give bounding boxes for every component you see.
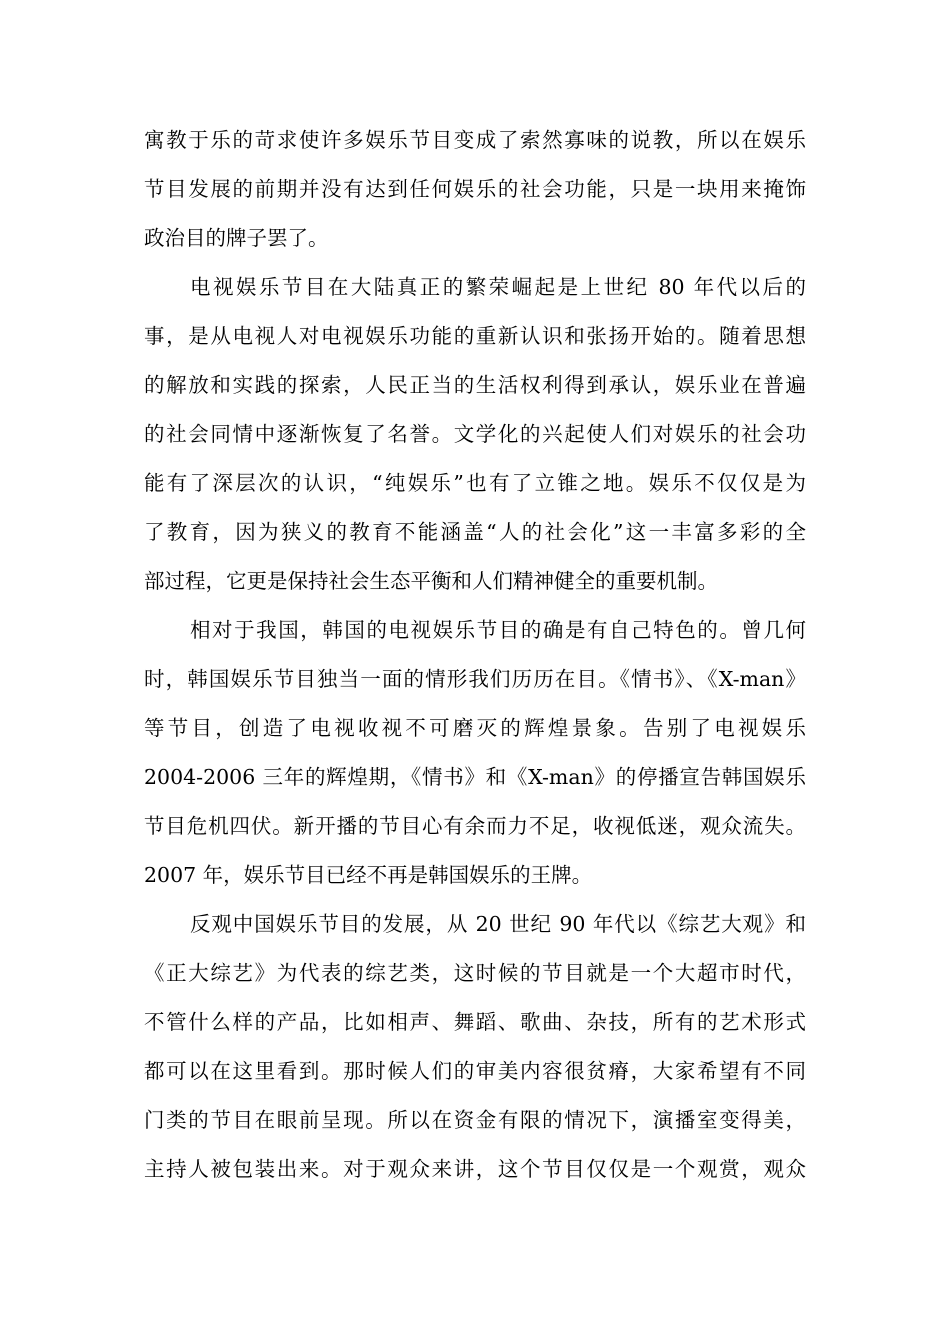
paragraph-4-line-1: 反观中国娱乐节目的发展，从 20 世纪 90 年代以《综艺大观》和 [190,912,806,936]
paragraph-2-line-1: 电视娱乐节目在大陆真正的繁荣崛起是上世纪 80 年代以后的 [190,275,806,299]
paragraph-4-line-3: 不管什么样的产品，比如相声、舞蹈、歌曲、杂技，所有的艺术形式 [144,1010,806,1034]
paragraph-2-line-2: 事，是从电视人对电视娱乐功能的重新认识和张扬开始的。随着思想 [144,324,806,348]
paragraph-3-line-1: 相对于我国，韩国的电视娱乐节目的确是有自己特色的。曾几何 [190,618,806,642]
paragraph-1-line-1: 寓教于乐的苛求使许多娱乐节目变成了索然寡味的说教，所以在娱乐 [144,128,806,152]
paragraph-2-line-6: 了教育，因为狭义的教育不能涵盖“人的社会化”这一丰富多彩的全 [144,520,806,544]
paragraph-2-line-3: 的解放和实践的探索，人民正当的生活权利得到承认，娱乐业在普遍 [144,373,806,397]
paragraph-3-line-5: 节目危机四伏。新开播的节目心有余而力不足，收视低迷，观众流失。 [144,814,806,838]
paragraph-3-line-3: 等节目，创造了电视收视不可磨灭的辉煌景象。告别了电视娱乐 [144,716,806,740]
paragraph-2-line-5: 能有了深层次的认识，“纯娱乐”也有了立锥之地。娱乐不仅仅是为 [144,471,806,495]
paragraph-4-line-5: 门类的节目在眼前呈现。所以在资金有限的情况下，演播室变得美， [144,1108,806,1132]
paragraph-1-line-2: 节目发展的前期并没有达到任何娱乐的社会功能，只是一块用来掩饰 [144,177,806,201]
paragraph-4-line-6: 主持人被包装出来。对于观众来讲，这个节目仅仅是一个观赏，观众 [144,1157,806,1181]
paragraph-3-line-2: 时，韩国娱乐节目独当一面的情形我们历历在目。《情书》、《X-man》 [144,667,806,691]
paragraph-2-line-7: 部过程，它更是保持社会生态平衡和人们精神健全的重要机制。 [144,569,718,593]
paragraph-4-line-2: 《正大综艺》为代表的综艺类，这时候的节目就是一个大超市时代， [144,961,806,985]
paragraph-3-line-6: 2007 年，娱乐节目已经不再是韩国娱乐的王牌。 [144,863,593,887]
paragraph-3-line-4: 2004-2006 三年的辉煌期，《情书》和《X-man》的停播宣告韩国娱乐 [144,765,806,789]
paragraph-4-line-4: 都可以在这里看到。那时候人们的审美内容很贫瘠，大家希望有不同 [144,1059,806,1083]
paragraph-1-line-3: 政治目的牌子罢了。 [144,226,329,250]
paragraph-2-line-4: 的社会同情中逐渐恢复了名誉。文学化的兴起使人们对娱乐的社会功 [144,422,806,446]
